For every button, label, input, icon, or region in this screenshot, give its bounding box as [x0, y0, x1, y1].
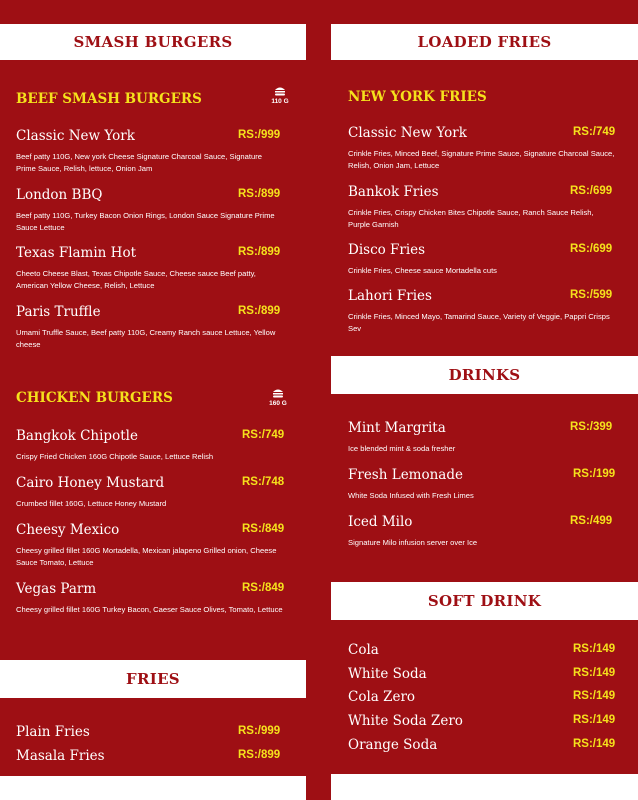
item-price: RS:/149 — [573, 667, 616, 679]
item-name: Iced Milo — [348, 514, 413, 530]
size-badge-chicken — [263, 388, 293, 407]
item-price: RS:/849 — [242, 523, 285, 535]
item-price: RS:/899 — [238, 749, 281, 761]
item-price: RS:/748 — [242, 476, 285, 488]
bottom-white-strip-left — [0, 776, 306, 800]
category-beef-smash-burgers: BEEF SMASH BURGERS — [16, 91, 202, 107]
item-name: Classic New York — [16, 128, 135, 144]
item-name: Cola Zero — [348, 689, 416, 705]
item-name: Classic New York — [348, 125, 467, 141]
item-name: Texas Flamin Hot — [16, 245, 136, 261]
header-soft-drink: SOFT DRINK — [331, 582, 638, 620]
item-price: RS:/899 — [238, 246, 281, 258]
size-label: 160 G — [269, 400, 287, 407]
item-desc: Beef patty 110G, New york Cheese Signature Charcoal Sauce, Signature Prime Sauce, Relish, lettuce, Onion Jam — [16, 152, 262, 173]
category-new-york-fries: NEW YORK FRIES — [348, 89, 487, 105]
item-name: Orange Soda — [348, 737, 438, 753]
item-name: London BBQ — [16, 187, 103, 203]
item-name: Cola — [348, 642, 379, 658]
item-name: Mint Margrita — [348, 420, 446, 436]
item-name: Fresh Lemonade — [348, 467, 463, 483]
item-name: Vegas Parm — [16, 581, 97, 597]
item-desc: Signature Milo infusion server over Ice — [348, 538, 478, 547]
item-price: RS:/749 — [242, 429, 285, 441]
item-name: Disco Fries — [348, 242, 426, 258]
item-desc: Cheesy grilled fillet 160G Mortadella, Mexican jalapeno Grilled onion, Cheese Sauce Tomato, Lettuce — [16, 546, 277, 567]
item-price: RS:/699 — [570, 243, 613, 255]
item-price: RS:/599 — [570, 289, 613, 301]
item-price: RS:/849 — [242, 582, 285, 594]
item-price: RS:/999 — [238, 129, 281, 141]
item-desc: Crumbed fillet 160G, Lettuce Honey Mustard — [16, 499, 167, 508]
item-name: Cheesy Mexico — [16, 522, 120, 538]
item-price: RS:/149 — [573, 690, 616, 702]
item-desc: Beef patty 110G, Turkey Bacon Onion Rings, London Sauce Signature Prime Sauce Lettuce — [16, 211, 275, 232]
item-desc: Crispy Fried Chicken 160G Chipotle Sauce, Lettuce Relish — [16, 452, 214, 461]
item-name: Bankok Fries — [348, 184, 439, 200]
item-desc: Cheesy grilled fillet 160G Turkey Bacon, Caeser Sauce Olives, Tomato, Lettuce — [16, 605, 283, 614]
item-name: Masala Fries — [16, 748, 105, 764]
item-name: Cairo Honey Mustard — [16, 475, 165, 491]
item-price: RS:/149 — [573, 738, 616, 750]
item-desc: Crinkle Fries, Crispy Chicken Bites Chipotle Sauce, Ranch Sauce Relish, Purple Garnish — [348, 208, 594, 229]
item-desc: White Soda Infused with Fresh Limes — [348, 491, 474, 500]
item-price: RS:/749 — [573, 126, 616, 138]
item-price: RS:/149 — [573, 643, 616, 655]
item-price: RS:/899 — [238, 305, 281, 317]
burger-icon — [274, 86, 286, 96]
bottom-white-strip-right — [331, 774, 638, 800]
item-price: RS:/999 — [238, 725, 281, 737]
category-chicken-burgers: CHICKEN BURGERS — [16, 390, 173, 406]
item-price: RS:/149 — [573, 714, 616, 726]
burger-icon — [272, 388, 284, 398]
item-name: Plain Fries — [16, 724, 90, 740]
item-price: RS:/899 — [238, 188, 281, 200]
item-desc: Crinkle Fries, Minced Beef, Signature Prime Sauce, Signature Charcoal Sauce, Relish, Onion Jam, Lettuce — [348, 149, 615, 170]
header-smash-burgers: SMASH BURGERS — [0, 24, 306, 60]
item-price: RS:/199 — [573, 468, 616, 480]
item-price: RS:/399 — [570, 421, 613, 433]
size-badge-beef — [265, 86, 295, 105]
divider-strip — [306, 0, 331, 800]
size-label: 110 G — [271, 98, 289, 105]
item-name: Paris Truffle — [16, 304, 101, 320]
item-name: White Soda — [348, 666, 427, 682]
item-desc: Crinkle Fries, Minced Mayo, Tamarind Sauce, Variety of Veggie, Pappri Crisps Sev — [348, 312, 610, 333]
header-fries: FRIES — [0, 660, 306, 698]
item-desc: Umami Truffle Sauce, Beef patty 110G, Creamy Ranch sauce Lettuce, Yellow cheese — [16, 328, 276, 349]
item-desc: Crinkle Fries, Cheese sauce Mortadella cuts — [348, 266, 497, 275]
item-name: White Soda Zero — [348, 713, 463, 729]
header-drinks: DRINKS — [331, 356, 638, 394]
header-loaded-fries: LOADED FRIES — [331, 24, 638, 60]
item-desc: Cheeto Cheese Blast, Texas Chipotle Sauce, Cheese sauce Beef patty, American Yellow Cheese, Relish, Lettuce — [16, 269, 256, 290]
item-desc: Ice blended mint & soda fresher — [348, 444, 456, 453]
item-price: RS:/699 — [570, 185, 613, 197]
item-price: RS:/499 — [570, 515, 613, 527]
item-name: Lahori Fries — [348, 288, 432, 304]
item-name: Bangkok Chipotle — [16, 428, 138, 444]
